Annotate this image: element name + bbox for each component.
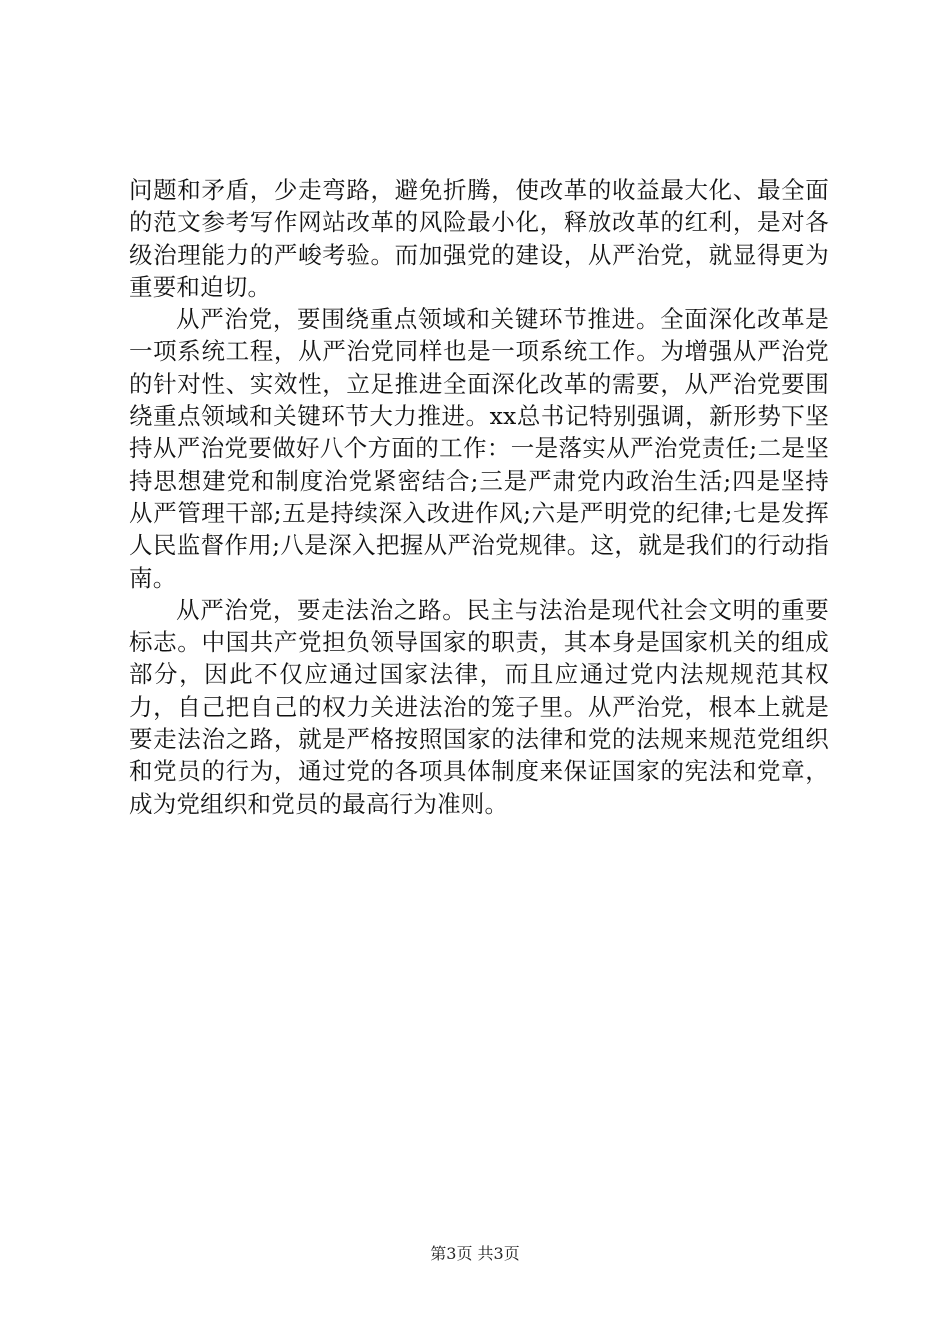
- paragraph-focus-areas: 从严治党，要围绕重点领域和关键环节推进。全面深化改革是一项系统工程，从严治党同样也是一项系统工作。为增强从严治党的针对性、实效性，立足推进全面深化改革的需要，从严治党要围绕重点领域和关键环节大力推进。xx总书记特别强调，新形势下坚持从严治党要做好八个方面的工作：一是落实从严治党责任;二是坚持思想建党和制度治党紧密结合;三是严肃党内政治生活;四是坚持从严管理干部;五是持续深入改进作风;六是严明党的纪律;七是发挥人民监督作用;八是深入把握从严治党规律。这，就是我们的行动指南。: [129, 305, 829, 592]
- paragraph-continuation: 问题和矛盾，少走弯路，避免折腾，使改革的收益最大化、最全面的范文参考写作网站改革的风险最小化，释放改革的红利，是对各级治理能力的严峻考验。而加强党的建设，从严治党，就显得更为重要和迫切。: [129, 176, 829, 301]
- page-footer: 第3页 共3页: [430, 1244, 520, 1263]
- paragraph-rule-of-law: 从严治党，要走法治之路。民主与法治是现代社会文明的重要标志。中国共产党担负领导国家的职责，其本身是国家机关的组成部分，因此不仅应通过国家法律，而且应通过党内法规规范其权力，自己把自己的权力关进法治的笼子里。从严治党，根本上就是要走法治之路，就是严格按照国家的法律和党的法规来规范党组织和党员的行为，通过党的各项具体制度来保证国家的宪法和党章，成为党组织和党员的最高行为准则。: [129, 595, 829, 818]
- document-body: [129, 174, 829, 820]
